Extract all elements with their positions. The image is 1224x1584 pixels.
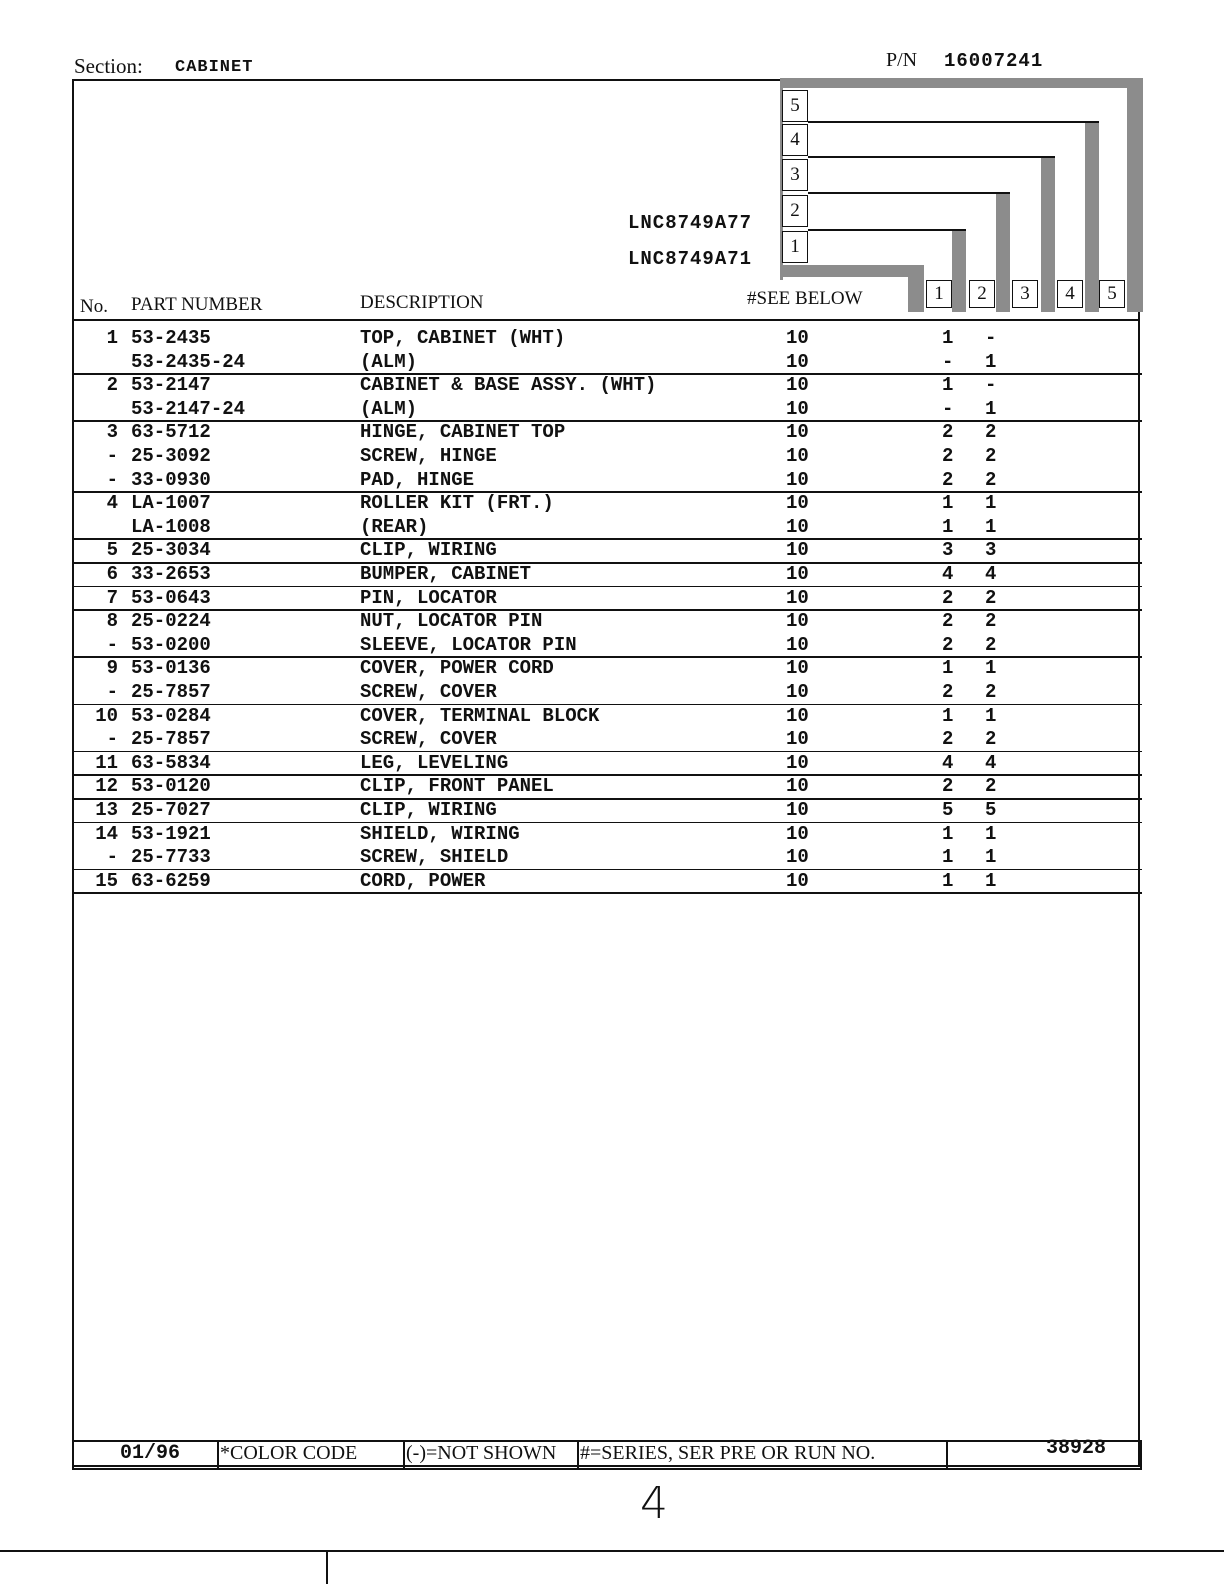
part-number: 63-6259	[131, 869, 211, 892]
column-header-description: DESCRIPTION	[360, 292, 484, 313]
part-number: 53-2435	[131, 327, 211, 349]
qty-model-1: 4	[942, 751, 954, 774]
series-code: 10	[786, 657, 809, 680]
model-code-a77: LNC8749A77	[628, 212, 753, 234]
part-description: TOP, CABINET (WHT)	[360, 327, 566, 349]
row-number: 13	[95, 799, 118, 821]
series-code: 10	[786, 681, 809, 703]
part-description: PAD, HINGE	[360, 468, 475, 491]
matrix-col-1-shade	[952, 230, 966, 312]
part-description: SCREW, SHIELD	[360, 846, 509, 869]
qty-model-2: 2	[985, 681, 997, 703]
series-code: 10	[786, 421, 809, 444]
matrix-col-5-shade	[1127, 78, 1143, 312]
part-number: 63-5712	[131, 421, 211, 444]
matrix-top-band	[781, 78, 1143, 88]
matrix-col-3-shade	[1041, 157, 1055, 312]
part-number: 53-2435-24	[131, 350, 246, 373]
series-code: 10	[786, 633, 809, 656]
matrix-rule-2	[808, 229, 966, 231]
model-number-4: 4	[782, 124, 808, 156]
part-number: 25-7733	[131, 846, 211, 869]
series-code: 10	[786, 563, 809, 585]
scan-edge-line	[0, 1550, 1224, 1552]
part-description: CORD, POWER	[360, 869, 486, 892]
part-description: NUT, LOCATOR PIN	[360, 610, 543, 633]
qty-model-2: 1	[985, 515, 997, 538]
qty-model-2: 3	[985, 539, 997, 562]
part-number: 25-3034	[131, 539, 211, 562]
row-divider	[74, 491, 1142, 493]
model-number-2: 2	[782, 195, 808, 227]
part-number: 63-5834	[131, 751, 211, 774]
part-description: SCREW, COVER	[360, 728, 497, 751]
series-code: 10	[786, 327, 809, 349]
scan-edge-tick	[326, 1550, 328, 1584]
row-divider	[74, 562, 1142, 564]
footer-not-shown: (-)=NOT SHOWN	[406, 1442, 557, 1464]
series-code: 10	[786, 586, 809, 609]
row-number: -	[106, 846, 118, 869]
matrix-col-2-shade	[996, 193, 1010, 312]
part-description: PIN, LOCATOR	[360, 586, 497, 609]
series-code: 10	[786, 350, 809, 373]
qty-model-2: 2	[985, 421, 997, 444]
part-number: 25-0224	[131, 610, 211, 633]
part-number: 53-1921	[131, 822, 211, 845]
part-number: LA-1008	[131, 515, 211, 538]
qty-model-1: 2	[942, 586, 954, 609]
row-divider	[74, 774, 1142, 776]
column-header-no: No.	[80, 296, 108, 317]
row-number: 5	[106, 539, 118, 562]
part-description: HINGE, CABINET TOP	[360, 421, 566, 444]
qty-model-1: 2	[942, 681, 954, 703]
qty-model-1: 4	[942, 563, 954, 585]
section-value: CABINET	[175, 58, 254, 77]
matrix-rule-1	[781, 265, 924, 277]
row-divider	[74, 798, 1142, 800]
qty-model-1: 1	[942, 846, 954, 869]
series-code: 10	[786, 492, 809, 515]
qty-model-2: 4	[985, 751, 997, 774]
qty-model-1: 1	[942, 704, 954, 727]
part-number: 25-7857	[131, 681, 211, 703]
qty-model-2: 1	[985, 492, 997, 515]
part-number: 53-0200	[131, 633, 211, 656]
row-number: -	[106, 445, 118, 467]
qty-model-2: 2	[985, 445, 997, 467]
footer-divider	[946, 1440, 948, 1468]
part-number: 53-0643	[131, 586, 211, 609]
row-number: 2	[106, 374, 118, 397]
qty-model-1: 2	[942, 468, 954, 491]
row-number: 4	[106, 492, 118, 515]
qty-model-2: 1	[985, 846, 997, 869]
qty-model-2: 4	[985, 563, 997, 585]
row-number: 1	[106, 327, 118, 349]
qty-model-2: 2	[985, 775, 997, 798]
section-label: Section:	[74, 54, 143, 78]
qty-model-1: 3	[942, 539, 954, 562]
part-description: CLIP, WIRING	[360, 539, 497, 562]
qty-model-2: 2	[985, 586, 997, 609]
part-description: ROLLER KIT (FRT.)	[360, 492, 554, 515]
qty-model-1: -	[942, 350, 954, 373]
row-number: -	[106, 633, 118, 656]
footer-doc-number: 38928	[1046, 1437, 1107, 1460]
part-number: 53-2147-24	[131, 397, 246, 420]
row-number: 12	[95, 775, 118, 798]
series-code: 10	[786, 728, 809, 751]
model-number-5: 5	[782, 90, 808, 122]
row-number: -	[106, 681, 118, 703]
series-code: 10	[786, 869, 809, 892]
part-number: 33-2653	[131, 563, 211, 585]
part-number: LA-1007	[131, 492, 211, 515]
qty-column-2: 2	[969, 280, 995, 308]
part-number: 25-7857	[131, 728, 211, 751]
series-code: 10	[786, 822, 809, 845]
qty-model-1: 2	[942, 445, 954, 467]
row-divider	[74, 420, 1142, 422]
qty-model-2: 2	[985, 468, 997, 491]
part-number: 25-7027	[131, 799, 211, 821]
qty-model-2: 5	[985, 799, 997, 821]
qty-model-2: 1	[985, 657, 997, 680]
part-number: 33-0930	[131, 468, 211, 491]
qty-model-2: 1	[985, 397, 997, 420]
footer-divider	[217, 1440, 219, 1468]
qty-model-1: 2	[942, 610, 954, 633]
footer-series-note: #=SERIES, SER PRE OR RUN NO.	[580, 1442, 876, 1464]
row-number: 11	[95, 751, 118, 774]
part-description: (ALM)	[360, 397, 418, 420]
qty-model-2: -	[985, 374, 997, 397]
part-number-label: P/N	[886, 49, 918, 71]
qty-model-1: -	[942, 397, 954, 420]
row-number: 3	[106, 421, 118, 444]
part-description: SCREW, COVER	[360, 681, 497, 703]
qty-model-2: 2	[985, 633, 997, 656]
series-code: 10	[786, 799, 809, 821]
column-header-see-below: #SEE BELOW	[747, 288, 863, 309]
part-description: (REAR)	[360, 515, 429, 538]
row-divider	[74, 609, 1142, 611]
qty-model-1: 1	[942, 822, 954, 845]
qty-model-2: 1	[985, 869, 997, 892]
qty-model-1: 1	[942, 327, 954, 349]
page-number: 4	[640, 1478, 668, 1529]
series-code: 10	[786, 539, 809, 562]
qty-column-5: 5	[1099, 280, 1125, 308]
footer-divider	[577, 1440, 579, 1468]
part-description: SHIELD, WIRING	[360, 822, 520, 845]
qty-column-3: 3	[1012, 280, 1038, 308]
qty-column-1: 1	[926, 280, 952, 308]
footer-color-code: *COLOR CODE	[220, 1442, 358, 1464]
row-divider	[74, 538, 1142, 540]
qty-model-1: 5	[942, 799, 954, 821]
qty-model-2: 1	[985, 822, 997, 845]
row-number: 7	[106, 586, 118, 609]
series-code: 10	[786, 374, 809, 397]
qty-column-4: 4	[1057, 280, 1083, 308]
row-divider	[74, 869, 1142, 871]
row-number: 15	[95, 869, 118, 892]
column-header-part-number: PART NUMBER	[131, 294, 263, 315]
series-code: 10	[786, 445, 809, 467]
footer-divider	[403, 1440, 405, 1468]
row-number: 10	[95, 704, 118, 727]
part-description: SLEEVE, LOCATOR PIN	[360, 633, 577, 656]
series-code: 10	[786, 775, 809, 798]
row-divider	[74, 892, 1142, 894]
row-number: -	[106, 468, 118, 491]
footer-date: 01/96	[120, 1442, 181, 1465]
qty-model-1: 1	[942, 515, 954, 538]
qty-model-2: 2	[985, 728, 997, 751]
part-number-value: 16007241	[944, 50, 1044, 72]
row-divider	[74, 704, 1142, 706]
row-number: 9	[106, 657, 118, 680]
qty-model-1: 2	[942, 775, 954, 798]
qty-model-1: 1	[942, 374, 954, 397]
part-description: COVER, TERMINAL BLOCK	[360, 704, 600, 727]
part-description: COVER, POWER CORD	[360, 657, 554, 680]
part-description: CLIP, WIRING	[360, 799, 497, 821]
matrix-rule-3	[808, 192, 1010, 194]
part-number: 53-0284	[131, 704, 211, 727]
series-code: 10	[786, 515, 809, 538]
series-code: 10	[786, 846, 809, 869]
qty-model-2: 2	[985, 610, 997, 633]
part-description: SCREW, HINGE	[360, 445, 497, 467]
qty-model-2: 1	[985, 704, 997, 727]
qty-model-1: 2	[942, 728, 954, 751]
matrix-rule-5	[808, 121, 1099, 123]
series-code: 10	[786, 751, 809, 774]
row-number: 8	[106, 610, 118, 633]
qty-model-2: 1	[985, 350, 997, 373]
series-code: 10	[786, 468, 809, 491]
model-number-1: 1	[782, 231, 808, 263]
series-code: 10	[786, 704, 809, 727]
part-description: CLIP, FRONT PANEL	[360, 775, 554, 798]
part-number: 25-3092	[131, 445, 211, 467]
part-number: 53-2147	[131, 374, 211, 397]
row-divider	[74, 822, 1142, 824]
row-number: 14	[95, 822, 118, 845]
series-code: 10	[786, 397, 809, 420]
row-number: -	[106, 728, 118, 751]
part-description: LEG, LEVELING	[360, 751, 509, 774]
header-divider	[72, 319, 1140, 321]
qty-model-2: -	[985, 327, 997, 349]
qty-model-1: 2	[942, 421, 954, 444]
row-number: 6	[106, 563, 118, 585]
part-description: (ALM)	[360, 350, 418, 373]
row-divider	[74, 751, 1142, 753]
part-number: 53-0136	[131, 657, 211, 680]
series-code: 10	[786, 610, 809, 633]
qty-model-1: 2	[942, 633, 954, 656]
matrix-col-4-shade	[1085, 122, 1099, 312]
part-description: CABINET & BASE ASSY. (WHT)	[360, 374, 657, 397]
qty-model-1: 1	[942, 657, 954, 680]
row-divider	[74, 656, 1142, 658]
part-number: 53-0120	[131, 775, 211, 798]
qty-model-1: 1	[942, 869, 954, 892]
model-number-3: 3	[782, 159, 808, 191]
qty-model-1: 1	[942, 492, 954, 515]
row-divider	[74, 586, 1142, 588]
matrix-rule-4	[808, 156, 1055, 158]
part-description: BUMPER, CABINET	[360, 563, 532, 585]
model-code-a71: LNC8749A71	[628, 248, 753, 270]
